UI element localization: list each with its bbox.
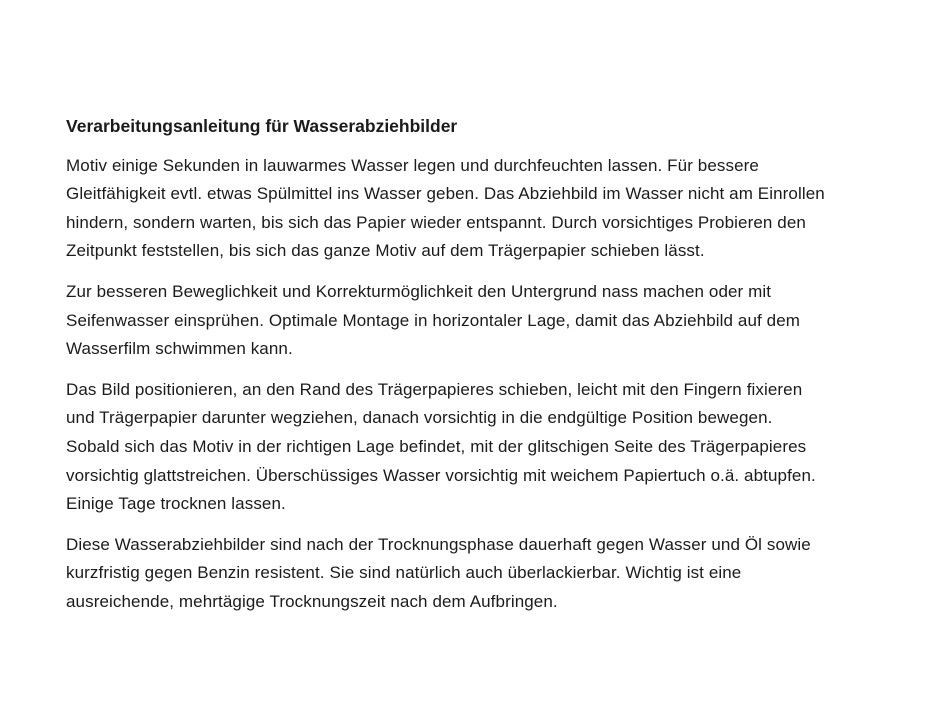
text-line: Wasserfilm schwimmen kann. <box>66 339 293 359</box>
text-line: Zeitpunkt feststellen, bis sich das ganze Motiv auf dem Trägerpapier schieben lässt. <box>66 241 705 261</box>
document-body <box>66 152 890 617</box>
text-line: vorsichtig glattstreichen. Überschüssiges Wasser vorsichtig mit weichem Papiertuch o.ä. abtupfen. <box>66 465 816 485</box>
text-line: ausreichende, mehrtägige Trocknungszeit nach dem Aufbringen. <box>66 591 558 611</box>
text-line: Gleitfähigkeit evtl. etwas Spülmittel ins Wasser geben. Das Abziehbild im Wasser nicht am Einrollen <box>66 184 825 204</box>
text-line: Zur besseren Beweglichkeit und Korrekturmöglichkeit den Untergrund nass machen oder mit <box>66 281 772 301</box>
text-line: Diese Wasserabziehbilder sind nach der Trocknungsphase dauerhaft gegen Wasser und Öl sowie <box>66 534 811 554</box>
text-line: Motiv einige Sekunden in lauwarmes Wasser legen und durchfeuchten lassen. Für bessere <box>66 155 759 175</box>
text-line: hindern, sondern warten, bis sich das Papier wieder entspannt. Durch vorsichtiges Probieren den <box>66 212 806 232</box>
text-line: Das Bild positionieren, an den Rand des Trägerpapieres schieben, leicht mit den Fingern fixieren <box>66 379 803 399</box>
text-line: Sobald sich das Motiv in der richtigen Lage befindet, mit der glitschigen Seite des Trägerpapieres <box>66 436 807 456</box>
paragraph <box>66 152 890 266</box>
paragraph <box>66 278 890 364</box>
text-line: und Trägerpapier darunter wegziehen, danach vorsichtig in die endgültige Position bewegen. <box>66 408 773 428</box>
text-line: Einige Tage trocknen lassen. <box>66 494 286 514</box>
paragraph <box>66 531 890 617</box>
document-title: Verarbeitungsanleitung für Wasserabziehbilder <box>66 116 458 136</box>
text-line: kurzfristig gegen Benzin resistent. Sie sind natürlich auch überlackierbar. Wichtig ist eine <box>66 563 742 583</box>
paragraph <box>66 376 890 519</box>
text-line: Seifenwasser einsprühen. Optimale Montage in horizontaler Lage, damit das Abziehbild auf dem <box>66 310 801 330</box>
